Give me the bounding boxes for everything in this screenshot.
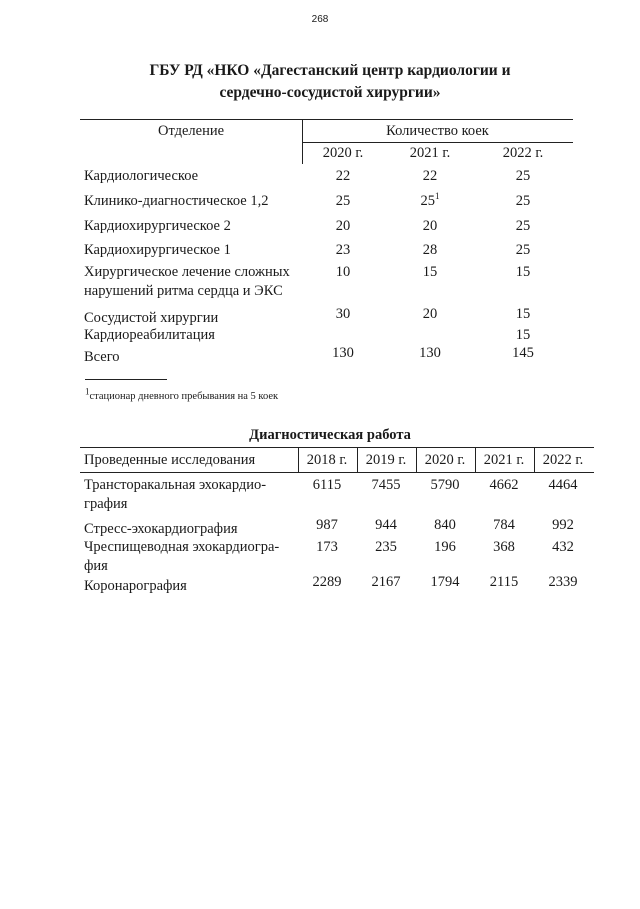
value-2019: 7455 xyxy=(371,477,401,493)
value-2022: 25 xyxy=(515,218,531,234)
value-2018: 2289 xyxy=(312,574,342,590)
value-2019: 235 xyxy=(375,539,397,555)
table-row xyxy=(80,476,594,516)
footnote xyxy=(85,386,279,402)
header-bed-count: Количество коек xyxy=(386,123,489,139)
table-row xyxy=(80,538,594,578)
header-year-2021: 2021 г. xyxy=(483,452,525,468)
value-2022: 15 xyxy=(515,264,531,280)
page-number: 268 xyxy=(311,14,329,25)
value-2021: 130 xyxy=(419,345,441,361)
beds-years-row xyxy=(80,142,573,164)
value-2021: 22 xyxy=(422,168,438,184)
row-label: Стресс-эхокардиография xyxy=(84,521,238,537)
year-2021: 2021 г. xyxy=(409,145,451,161)
row-label: Кардиохирургическое 2 xyxy=(84,218,231,234)
value-2020: 25 xyxy=(335,193,351,209)
header-studies: Проведенные исследования xyxy=(84,452,256,468)
table-row xyxy=(80,167,573,189)
header-year-2022: 2022 г. xyxy=(542,452,584,468)
value-2022: 2339 xyxy=(548,574,578,590)
footnote-marker: 1 xyxy=(435,191,440,202)
table-row xyxy=(80,263,573,301)
value-2021: 15 xyxy=(422,264,438,280)
table-row xyxy=(80,217,573,239)
header-year-2020: 2020 г. xyxy=(424,452,466,468)
header-department: Отделение xyxy=(157,123,225,139)
value-2022: 25 xyxy=(515,193,531,209)
value-2022: 15 xyxy=(515,306,531,322)
value-2020: 840 xyxy=(434,517,456,533)
row-label: Кардиологическое xyxy=(84,168,199,184)
row-label xyxy=(84,263,314,301)
table-row xyxy=(80,192,573,214)
value-2019: 2167 xyxy=(371,574,401,590)
value-text: 25 xyxy=(420,193,435,209)
value-2020: 130 xyxy=(332,345,354,361)
value-2022: 25 xyxy=(515,242,531,258)
year-2020: 2020 г. xyxy=(322,145,364,161)
beds-table-header xyxy=(80,120,573,142)
value-2021 xyxy=(395,192,465,211)
value-2022: 432 xyxy=(552,539,574,555)
value-2022: 15 xyxy=(515,327,531,343)
table-row xyxy=(80,516,594,536)
row-label: Кардиохирургическое 1 xyxy=(84,242,231,258)
value-2021: 20 xyxy=(422,218,438,234)
diagnostics-header xyxy=(80,447,594,473)
table-row-total xyxy=(80,344,573,366)
value-2020: 5790 xyxy=(430,477,460,493)
value-2020: 30 xyxy=(335,306,351,322)
value-2020: 20 xyxy=(335,218,351,234)
value-2022: 25 xyxy=(515,168,531,184)
row-label: Всего xyxy=(84,349,120,365)
table-row xyxy=(80,305,573,326)
value-2022: 4464 xyxy=(548,477,578,493)
row-label-line-1: Трансторакальная эхокардио- xyxy=(84,477,267,493)
diagnostics-table xyxy=(80,447,594,593)
value-2021: 4662 xyxy=(489,477,519,493)
value-2022: 992 xyxy=(552,517,574,533)
footnote-marker: 1 xyxy=(85,386,90,397)
footnote-separator xyxy=(85,379,167,380)
row-label: Коронарография xyxy=(84,578,187,594)
title-line-2: сердечно-сосудистой хирургии» xyxy=(219,84,441,101)
row-label: Клинико-диагностическое 1,2 xyxy=(84,193,269,209)
row-label xyxy=(84,538,296,576)
value-2022: 145 xyxy=(512,345,534,361)
row-label xyxy=(84,476,296,514)
header-year-2019: 2019 г. xyxy=(365,452,407,468)
title-line-1: ГБУ РД «НКО «Дагестанский центр кардиологии и xyxy=(149,62,511,79)
row-label-line-1: Хирургическое лечение сложных xyxy=(84,264,290,280)
year-2022: 2022 г. xyxy=(502,145,544,161)
document-title xyxy=(80,60,580,104)
table-row xyxy=(80,573,594,593)
row-label: Сосудистой хирургии xyxy=(84,310,219,326)
value-2020: 23 xyxy=(335,242,351,258)
table-row xyxy=(80,241,573,263)
value-2021: 20 xyxy=(422,306,438,322)
value-2021: 784 xyxy=(493,517,515,533)
value-2020: 10 xyxy=(335,264,351,280)
row-label: Кардиореабилитация xyxy=(84,327,215,343)
value-2021: 2115 xyxy=(489,574,519,590)
value-2020: 196 xyxy=(434,539,456,555)
value-2019: 944 xyxy=(375,517,397,533)
row-label-line-2: нарушений ритма сердца и ЭКС xyxy=(84,283,283,299)
value-2018: 6115 xyxy=(312,477,342,493)
row-label-line-2: фия xyxy=(84,558,108,574)
value-2021: 368 xyxy=(493,539,515,555)
section-title: Диагностическая работа xyxy=(249,427,411,443)
footnote-text: стационар дневного пребывания на 5 коек xyxy=(89,391,279,402)
value-2018: 173 xyxy=(316,539,338,555)
row-label-line-1: Чреспищеводная эхокардиогра- xyxy=(84,539,280,555)
value-2020: 1794 xyxy=(430,574,460,590)
value-2018: 987 xyxy=(316,517,338,533)
row-label-line-2: графия xyxy=(84,496,128,512)
header-year-2018: 2018 г. xyxy=(306,452,348,468)
value-2021: 28 xyxy=(422,242,438,258)
beds-table xyxy=(80,119,573,365)
value-2020: 22 xyxy=(335,168,351,184)
